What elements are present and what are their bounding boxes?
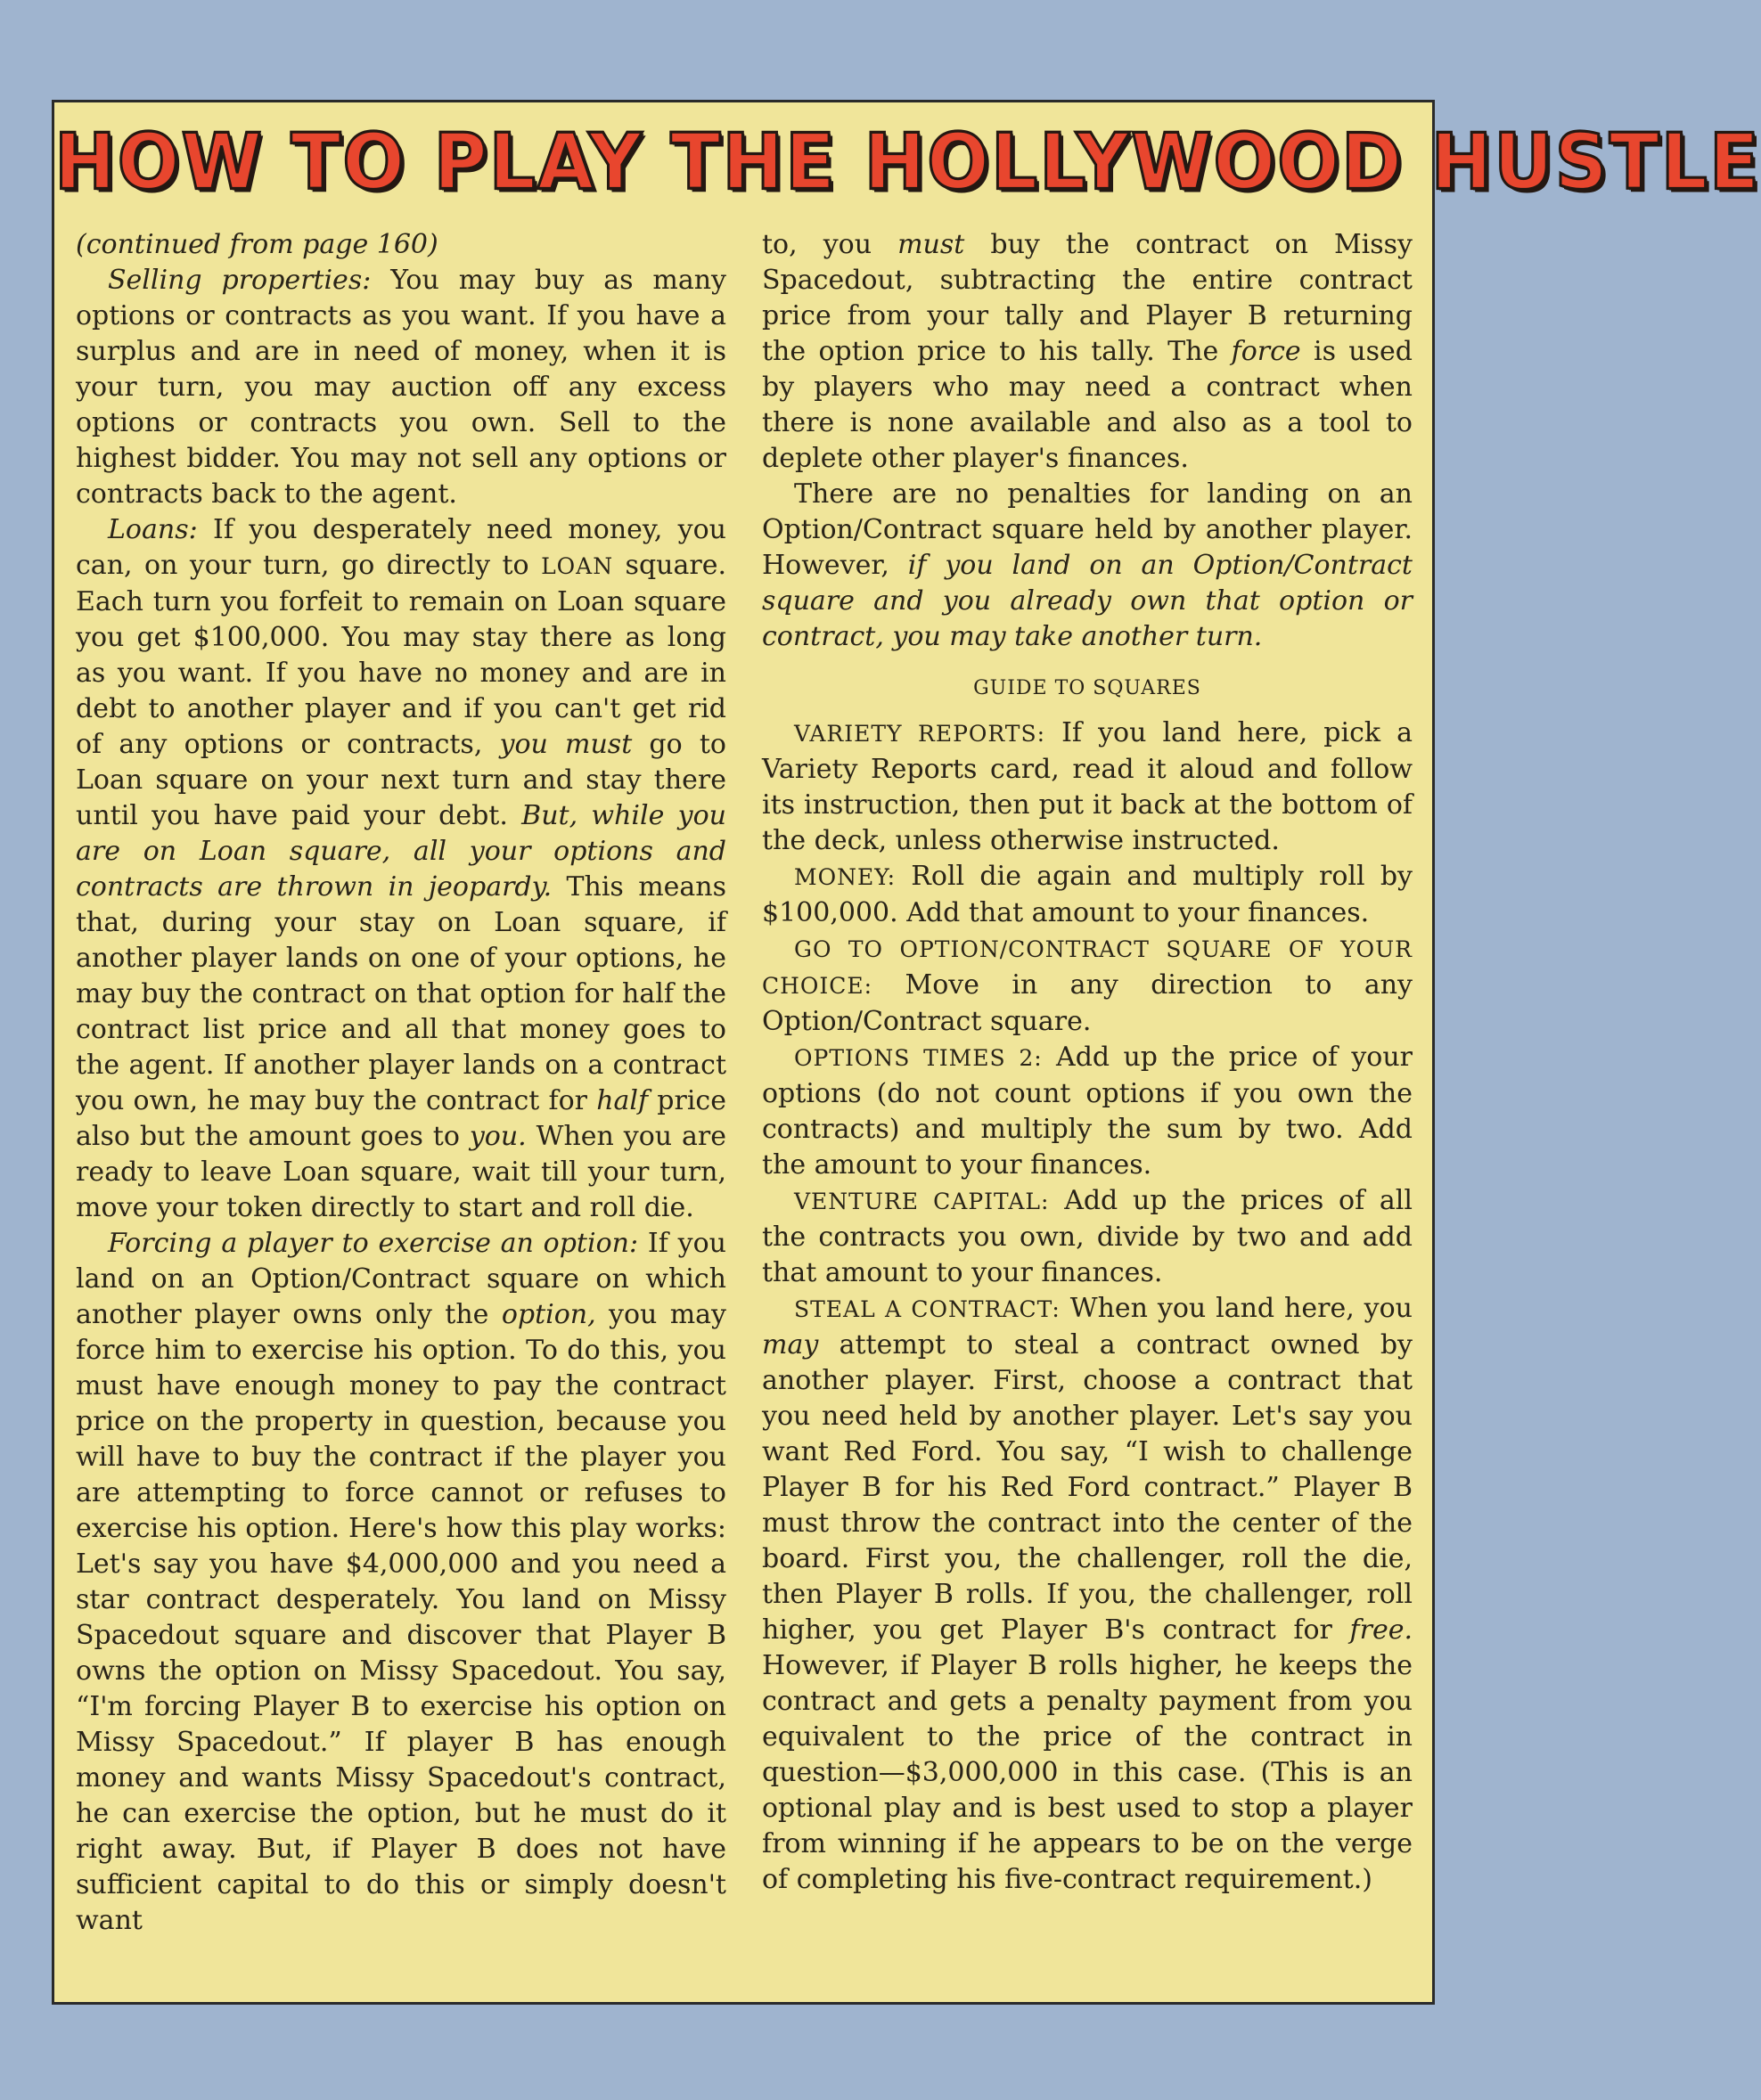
- left-column: [76, 227, 726, 1991]
- penalties-text: There are no penalties for landing on an Option/Contract square held by another player. However,: [762, 478, 1413, 581]
- variety-text: If you land here, pick a Variety Reports card, read it aloud and follow its instruction, then put it back at the bottom of the deck, unless otherwise instructed.: [762, 717, 1413, 856]
- steal-label: STEAL A CONTRACT:: [794, 1296, 1061, 1322]
- page-panel: [52, 100, 1761, 2005]
- forcing-paragraph: [76, 1226, 726, 1939]
- loans-text-5: price also but the amount goes to: [76, 1085, 726, 1152]
- forcing-heading: Forcing a player to exercise an option:: [108, 1228, 639, 1259]
- variety-paragraph: [762, 715, 1413, 859]
- steal-text-3: However, if Player B rolls higher, he keeps the contract and gets a penalty payment from you equivalent to the price of the contract in question—$3,000,000 in this case. (This is an optional play and is best used to stop a player from winning if he appears to be on the verge of completing his five-contract requirement.): [762, 1650, 1413, 1895]
- continued-note: [76, 227, 726, 263]
- steal-em-1: may: [762, 1329, 819, 1361]
- forcing-text-1: If you land on an Option/Contract square on which another player owns only the: [76, 1228, 727, 1330]
- loans-text-3: go to Loan square on your next turn and stay there until you have paid your debt.: [76, 729, 726, 831]
- continuation-paragraph: [762, 227, 1413, 477]
- loans-text-2: square. Each turn you forfeit to remain on Loan square you get $100,000. You may stay there as long as you want. If you have no money and are in debt to another player and if you can't get rid of any options or contracts,: [76, 550, 726, 760]
- loans-em-1: you must: [499, 729, 633, 760]
- loans-text-4: This means that, during your stay on Loan square, if another player lands on one of your options, he may buy the contract on that option for half the contract list price and all that money goes to the agent. If another player lands on a contract you own, he may buy the contract for: [76, 871, 727, 1116]
- options-label: OPTIONS TIMES 2:: [794, 1045, 1043, 1071]
- loans-em-4: you.: [469, 1121, 527, 1152]
- venture-label: VENTURE CAPITAL:: [794, 1189, 1050, 1214]
- loans-text-6: When you are ready to leave Loan square, wait till your turn, move your token directly to start and roll die.: [76, 1121, 726, 1223]
- selling-text: You may buy as many options or contracts as you want. If you have a surplus and are in need of money, when it is your turn, you may auction off any excess options or contracts you own. Sell to the highest bidder. You may not sell any options or contracts back to the agent.: [76, 265, 726, 510]
- goto-text: Move in any direction to any Option/Contract square.: [762, 969, 1413, 1037]
- loan-square-label: LOAN: [541, 553, 614, 579]
- steal-em-2: free.: [1349, 1614, 1413, 1646]
- guide-heading: GUIDE TO SQUARES: [973, 677, 1201, 699]
- money-paragraph: [762, 859, 1413, 931]
- venture-paragraph: [762, 1183, 1413, 1291]
- cont-text-2: buy the contract on Missy Spacedout, subtracting the entire contract price from your tally and Player B returning the option price to his tally. The: [762, 229, 1413, 367]
- goto-paragraph: [762, 931, 1413, 1040]
- loans-text-1: If you desperately need money, you can, on your turn, go directly to: [76, 514, 726, 581]
- loans-em-2: But, while you are on Loan square, all your options and contracts are thrown in jeopardy.: [76, 800, 726, 903]
- cont-em-1: must: [897, 229, 965, 260]
- options-text: Add up the price of your options (do not count options if you own the contracts) and multiply the sum by two. Add the amount to your finances.: [762, 1042, 1413, 1181]
- steal-paragraph: [762, 1291, 1413, 1898]
- steal-text-2: attempt to steal a contract owned by another player. First, choose a contract that you need held by another player. Let's say you want Red Ford. You say, “I wish to challenge Player B for his Red Ford contract.” Player B must throw the contract into the center of the board. First you, the challenger, roll the die, then Player B rolls. If you, the challenger, roll higher, you get Player B's contract for: [762, 1329, 1413, 1646]
- variety-label: VARIETY REPORTS:: [794, 721, 1046, 747]
- options-paragraph: [762, 1040, 1413, 1183]
- loans-em-3: half: [596, 1085, 649, 1116]
- selling-paragraph: [76, 263, 726, 512]
- venture-text: Add up the prices of all the contracts you own, divide by two and add that amount to your finances.: [762, 1185, 1413, 1288]
- goto-label: GO TO OPTION/CONTRACT SQUARE OF YOUR CHOICE:: [762, 936, 1413, 999]
- text-columns: [76, 227, 1413, 1991]
- right-column: [762, 227, 1413, 1991]
- cont-em-2: force: [1231, 336, 1301, 367]
- selling-heading: Selling properties:: [108, 265, 372, 296]
- cont-text-3: is used by players who may need a contract when there is none available and also as a tool to deplete other player's finances.: [762, 336, 1413, 474]
- forcing-em-1: option,: [501, 1299, 596, 1330]
- steal-text-1: When you land here, you: [1060, 1293, 1413, 1324]
- penalties-em: if you land on an Option/Contract square and you already own that option or contract, you may take another turn.: [762, 550, 1413, 652]
- money-text: Roll die again and multiply roll by $100,000. Add that amount to your finances.: [762, 861, 1413, 928]
- loans-paragraph: [76, 512, 726, 1226]
- cont-text-1: to, you: [762, 229, 898, 260]
- money-label: MONEY:: [794, 864, 897, 890]
- page-title: HOW TO PLAY THE HOLLYWOOD HUSTLE: [54, 118, 1761, 208]
- forcing-text-2: you may force him to exercise his option. To do this, you must have enough money to pay the contract price on the property in question, because you will have to buy the contract if the player you are attempting to force cannot or refuses to exercise his option. Here's how this play works: Let's say you have $4,000,000 and you need a star contract desperately. You land on Missy Spacedout square and discover that Player B owns the option on Missy Spacedout. You say, “I'm forcing Player B to exercise his option on Missy Spacedout.” If player B has enough money and wants Missy Spacedout's contract, he can exercise the option, but he must do it right away. But, if Player B does not have sufficient capital to do this or simply doesn't want: [76, 1299, 726, 1936]
- loans-heading: Loans:: [108, 514, 198, 545]
- continued-text: (continued from page 160): [76, 229, 438, 260]
- penalties-paragraph: [762, 477, 1413, 655]
